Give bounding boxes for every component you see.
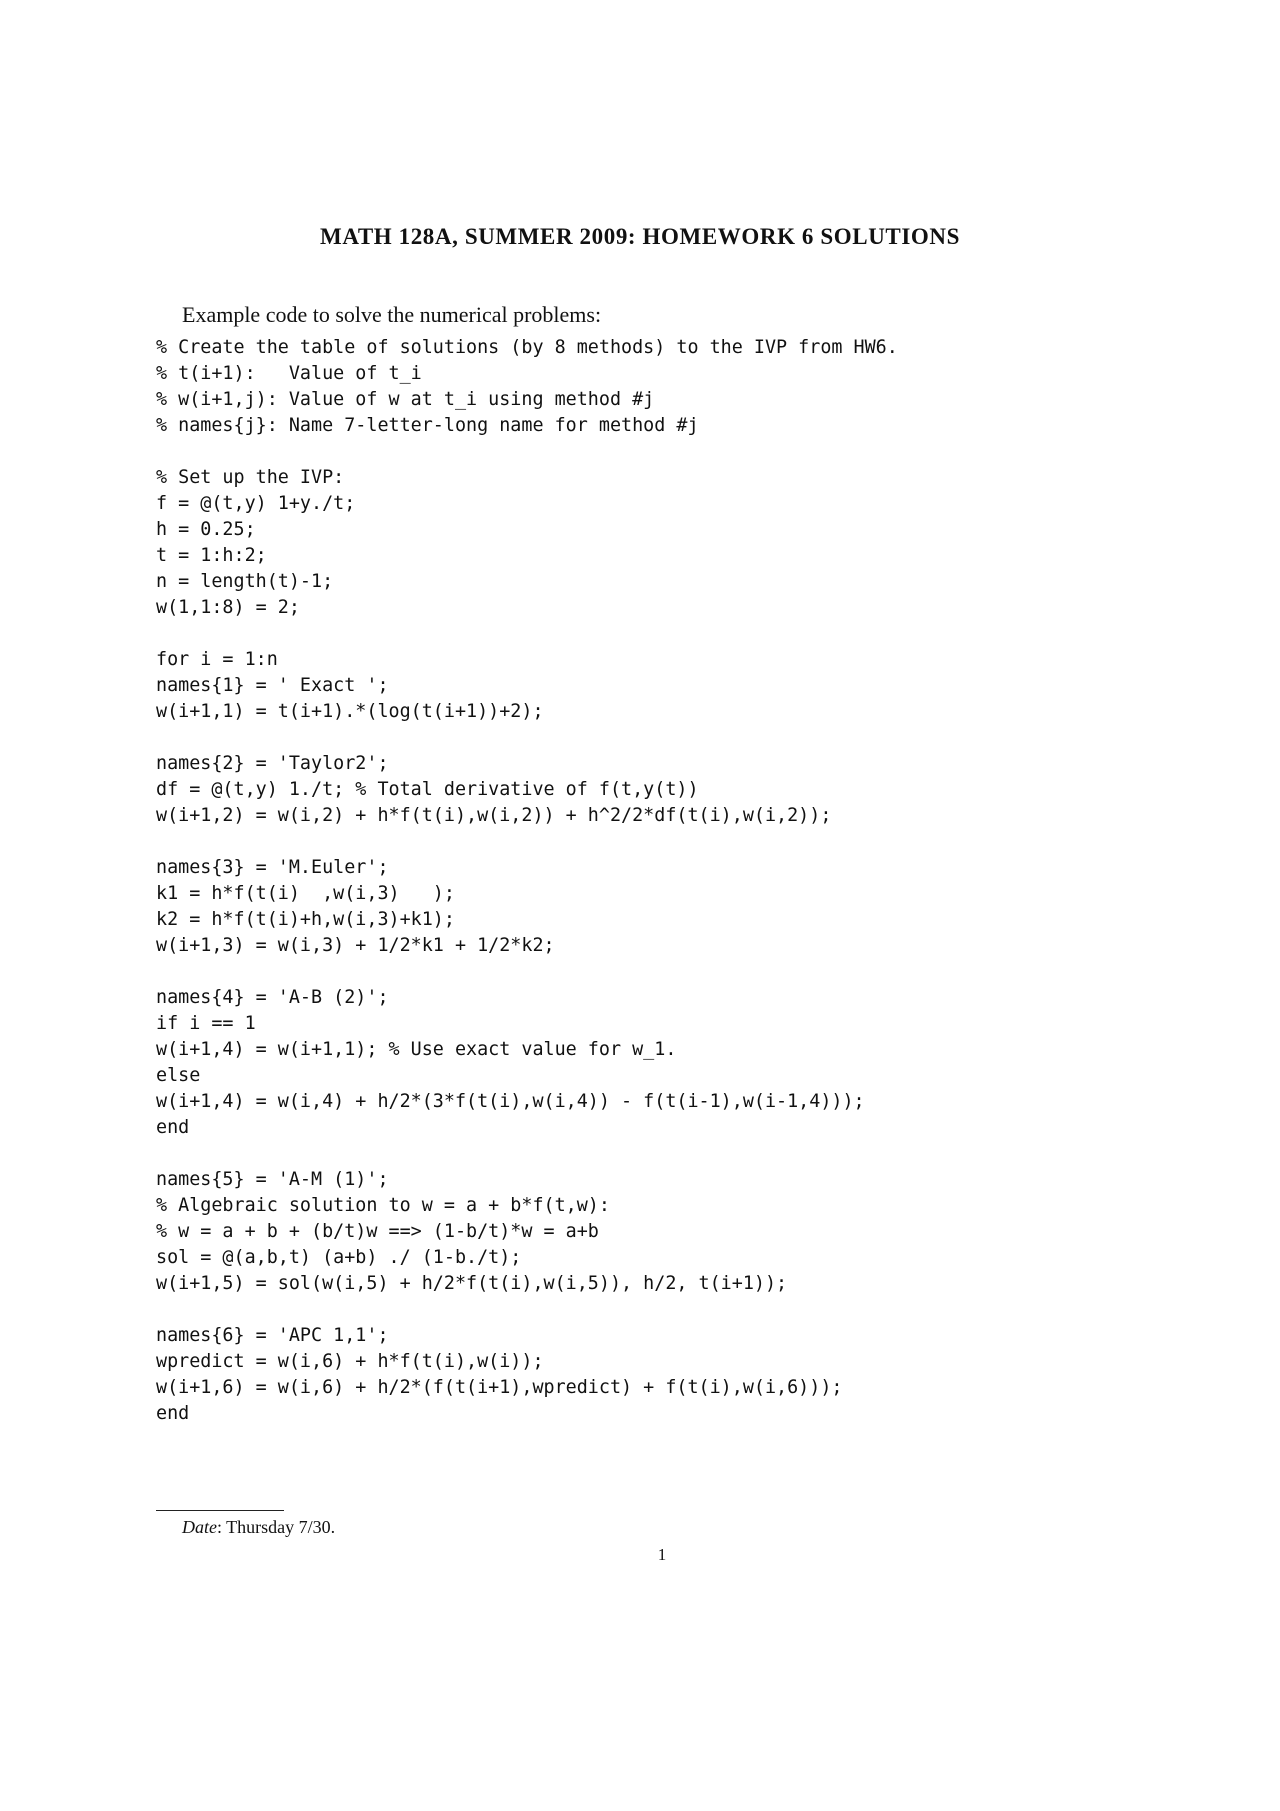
page-title: MATH 128A, SUMMER 2009: HOMEWORK 6 SOLUTIONS xyxy=(320,224,960,249)
code-line: f = @(t,y) 1+y./t; xyxy=(156,493,356,514)
code-line: w(i+1,1) = t(i+1).*(log(t(i+1))+2); xyxy=(156,701,544,722)
code-line: df = @(t,y) 1./t; % Total derivative of f(t,y(t)) xyxy=(156,779,699,800)
code-line xyxy=(156,1297,898,1323)
footnote xyxy=(182,1517,335,1538)
code-line: names{2} = 'Taylor2'; xyxy=(156,753,389,774)
code-line xyxy=(156,1141,898,1167)
code-line: names{4} = 'A-B (2)'; xyxy=(156,987,389,1008)
code-line: else xyxy=(156,1065,201,1086)
code-line: w(i+1,4) = w(i,4) + h/2*(3*f(t(i),w(i,4)) - f(t(i-1),w(i-1,4))); xyxy=(156,1091,865,1112)
code-line: % Create the table of solutions (by 8 methods) to the IVP from HW6. xyxy=(156,337,898,358)
code-line: % Set up the IVP: xyxy=(156,467,345,488)
intro-paragraph: Example code to solve the numerical problems: xyxy=(182,302,602,327)
code-line: k1 = h*f(t(i) ,w(i,3) ); xyxy=(156,883,455,904)
code-line: sol = @(a,b,t) (a+b) ./ (1-b./t); xyxy=(156,1247,522,1268)
code-line: names{1} = ' Exact '; xyxy=(156,675,389,696)
footnote-divider xyxy=(156,1510,284,1511)
code-line: n = length(t)-1; xyxy=(156,571,334,592)
footnote-text: : Thursday 7/30. xyxy=(217,1517,336,1537)
code-listing xyxy=(156,335,898,1427)
code-line: t = 1:h:2; xyxy=(156,545,267,566)
code-line: w(i+1,5) = sol(w(i,5) + h/2*f(t(i),w(i,5)), h/2, t(i+1)); xyxy=(156,1273,788,1294)
footnote-label: Date xyxy=(182,1517,217,1537)
code-line: w(i+1,6) = w(i,6) + h/2*(f(t(i+1),wpredict) + f(t(i),w(i,6))); xyxy=(156,1377,843,1398)
code-line: if i == 1 xyxy=(156,1013,256,1034)
page-number: 1 xyxy=(657,1545,667,1564)
code-line: for i = 1:n xyxy=(156,649,278,670)
code-line: % t(i+1): Value of t_i xyxy=(156,363,422,384)
code-line: % w = a + b + (b/t)w ==> (1-b/t)*w = a+b xyxy=(156,1221,599,1242)
code-line: k2 = h*f(t(i)+h,w(i,3)+k1); xyxy=(156,909,455,930)
code-line xyxy=(156,959,898,985)
code-line: end xyxy=(156,1403,190,1424)
code-line: end xyxy=(156,1117,190,1138)
code-line: w(i+1,2) = w(i,2) + h*f(t(i),w(i,2)) + h^2/2*df(t(i),w(i,2)); xyxy=(156,805,832,826)
code-line: % w(i+1,j): Value of w at t_i using method #j xyxy=(156,389,655,410)
code-line: wpredict = w(i,6) + h*f(t(i),w(i)); xyxy=(156,1351,544,1372)
code-line: w(i+1,3) = w(i,3) + 1/2*k1 + 1/2*k2; xyxy=(156,935,555,956)
code-line: names{6} = 'APC 1,1'; xyxy=(156,1325,389,1346)
code-line: h = 0.25; xyxy=(156,519,256,540)
code-line: names{5} = 'A-M (1)'; xyxy=(156,1169,389,1190)
code-line xyxy=(156,829,898,855)
code-line: % Algebraic solution to w = a + b*f(t,w): xyxy=(156,1195,610,1216)
code-line xyxy=(156,621,898,647)
code-line xyxy=(156,439,898,465)
code-line: names{3} = 'M.Euler'; xyxy=(156,857,389,878)
code-line: % names{j}: Name 7-letter-long name for method #j xyxy=(156,415,699,436)
code-line: w(1,1:8) = 2; xyxy=(156,597,300,618)
code-line xyxy=(156,725,898,751)
code-line: w(i+1,4) = w(i+1,1); % Use exact value for w_1. xyxy=(156,1039,677,1060)
